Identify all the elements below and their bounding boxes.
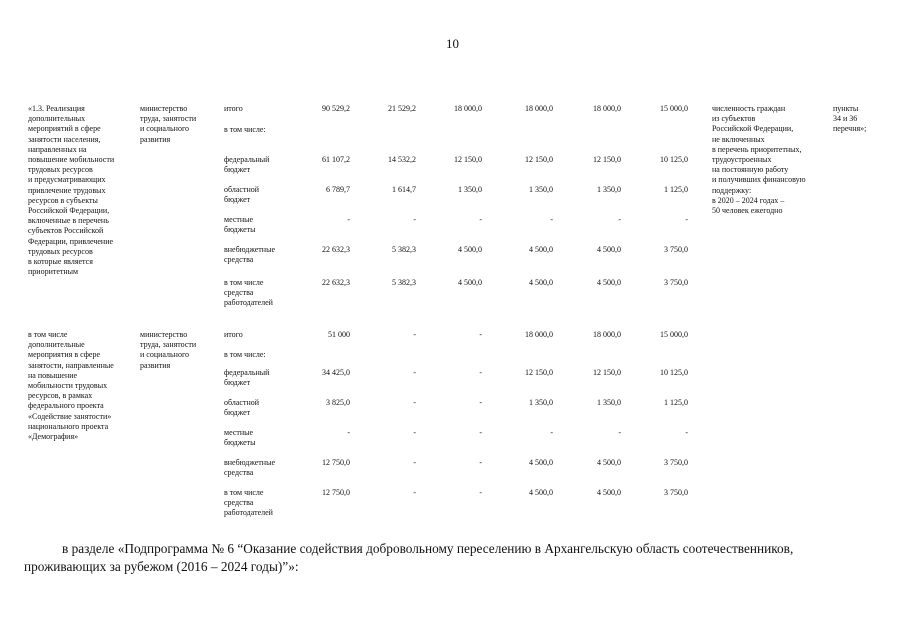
table-cell: 90 529,2	[322, 104, 350, 113]
funding-source-label: в том числе:	[224, 125, 266, 134]
table-cell: 15 000,0	[660, 104, 688, 113]
table-cell: -	[685, 428, 688, 437]
paragraph-line-1: в разделе «Подпрограмма № 6 “Оказание содействия добровольному переселению в Архангельскую область соотечественников,	[62, 541, 794, 556]
table-cell: 4 500,0	[597, 458, 621, 467]
table-cell: -	[413, 330, 416, 339]
table-cell: 3 825,0	[326, 398, 350, 407]
table-cell: 34 425,0	[322, 368, 350, 377]
funding-source-label: внебюджетные средства	[224, 458, 275, 478]
table-cell: 3 750,0	[664, 278, 688, 287]
table-cell: 1 350,0	[529, 398, 553, 407]
table-cell: -	[479, 458, 482, 467]
funding-source-label: в том числе средства работодателей	[224, 488, 273, 518]
table-block-2	[24, 330, 884, 525]
funding-source-label: областной бюджет	[224, 185, 260, 205]
funding-source-label: в том числе средства работодателей	[224, 278, 273, 308]
page-number: 10	[446, 36, 459, 51]
activity-description: в том числе дополнительные мероприятия в сфере занятости, направленные на повышение мобильности трудовых ресурсов, в рамках федерального проекта «Содействие занятости» национального проекта «Демография»	[28, 330, 114, 442]
table-cell: -	[479, 368, 482, 377]
table-cell: 51 000	[328, 330, 350, 339]
table-cell: -	[550, 215, 553, 224]
table-cell: 5 382,3	[392, 245, 416, 254]
table-cell: 18 000,0	[525, 330, 553, 339]
table-cell: -	[685, 215, 688, 224]
funding-source-label: федеральный бюджет	[224, 155, 270, 175]
table-cell: -	[479, 428, 482, 437]
table-cell: 4 500,0	[597, 278, 621, 287]
table-cell: 10 125,0	[660, 368, 688, 377]
table-cell: 1 350,0	[458, 185, 482, 194]
funding-source-label: итого	[224, 104, 243, 113]
table-cell: 12 150,0	[525, 155, 553, 164]
funding-source-label: итого	[224, 330, 243, 339]
table-cell: -	[347, 215, 350, 224]
table-cell: 18 000,0	[593, 330, 621, 339]
funding-source-label: местные бюджеты	[224, 215, 256, 235]
executor: министерство труда, занятости и социального развития	[140, 330, 197, 370]
table-cell: 4 500,0	[529, 488, 553, 497]
table-cell: 18 000,0	[593, 104, 621, 113]
table-cell: -	[479, 488, 482, 497]
table-cell: -	[413, 215, 416, 224]
reference: пункты 34 и 36 перечня»;	[833, 104, 867, 134]
table-cell: -	[413, 368, 416, 377]
table-cell: 18 000,0	[454, 104, 482, 113]
table-cell: 4 500,0	[529, 278, 553, 287]
table-cell: 1 350,0	[597, 185, 621, 194]
table-cell: 10 125,0	[660, 155, 688, 164]
table-cell: 4 500,0	[529, 245, 553, 254]
table-cell: 1 350,0	[597, 398, 621, 407]
table-cell: 12 150,0	[525, 368, 553, 377]
table-block-1	[24, 104, 884, 308]
funding-source-label: в том числе:	[224, 350, 266, 359]
table-cell: 1 350,0	[529, 185, 553, 194]
table-cell: -	[413, 458, 416, 467]
funding-source-label: федеральный бюджет	[224, 368, 270, 388]
table-cell: 18 000,0	[525, 104, 553, 113]
table-cell: 61 107,2	[322, 155, 350, 164]
table-cell: 4 500,0	[458, 278, 482, 287]
table-cell: 1 125,0	[664, 398, 688, 407]
table-cell: 6 789,7	[326, 185, 350, 194]
table-cell: -	[413, 428, 416, 437]
table-cell: 12 150,0	[593, 155, 621, 164]
table-cell: -	[479, 215, 482, 224]
table-cell: -	[479, 330, 482, 339]
funding-source-label: внебюджетные средства	[224, 245, 275, 265]
table-cell: 12 150,0	[593, 368, 621, 377]
table-cell: 4 500,0	[597, 245, 621, 254]
table-cell: -	[413, 488, 416, 497]
table-cell: 4 500,0	[458, 245, 482, 254]
table-cell: -	[618, 428, 621, 437]
table-cell: -	[479, 398, 482, 407]
table-cell: 1 125,0	[664, 185, 688, 194]
table-cell: 3 750,0	[664, 488, 688, 497]
table-cell: 22 632,3	[322, 245, 350, 254]
funding-source-label: местные бюджеты	[224, 428, 256, 448]
table-cell: -	[347, 428, 350, 437]
table-cell: -	[618, 215, 621, 224]
table-cell: 15 000,0	[660, 330, 688, 339]
table-cell: 12 750,0	[322, 488, 350, 497]
table-cell: 1 614,7	[392, 185, 416, 194]
table-cell: 21 529,2	[388, 104, 416, 113]
table-cell: 22 632,3	[322, 278, 350, 287]
table-cell: 3 750,0	[664, 245, 688, 254]
table-cell: 12 750,0	[322, 458, 350, 467]
paragraph-line-2: проживающих за рубежом (2016 – 2024 годы)”»:	[24, 559, 299, 574]
funding-source-label: областной бюджет	[224, 398, 260, 418]
table-cell: 12 150,0	[454, 155, 482, 164]
table-cell: 5 382,3	[392, 278, 416, 287]
table-cell: -	[413, 398, 416, 407]
table-cell: 3 750,0	[664, 458, 688, 467]
table-cell: -	[550, 428, 553, 437]
table-cell: 4 500,0	[529, 458, 553, 467]
table-cell: 4 500,0	[597, 488, 621, 497]
activity-description: «1.3. Реализация дополнительных мероприятий в сфере занятости населения, направленных на повышение мобильности трудовых ресурсов и предусматривающих привлечение трудовых ресурсов в субъекты Российской Федерации, включенные в перечень субъектов Российской Федерации, привлечение трудовых ресурсов в которые является приоритетным	[28, 104, 115, 277]
table-cell: 14 532,2	[388, 155, 416, 164]
target-indicator: численность граждан из субъектов Российской Федерации, не включенных в перечень приоритетных, трудоустроенных на постоянную работу и получивших финансовую поддержку: в 2020 – 2024 годах – 50 человек ежегодно	[712, 104, 806, 216]
executor: министерство труда, занятости и социального развития	[140, 104, 197, 144]
